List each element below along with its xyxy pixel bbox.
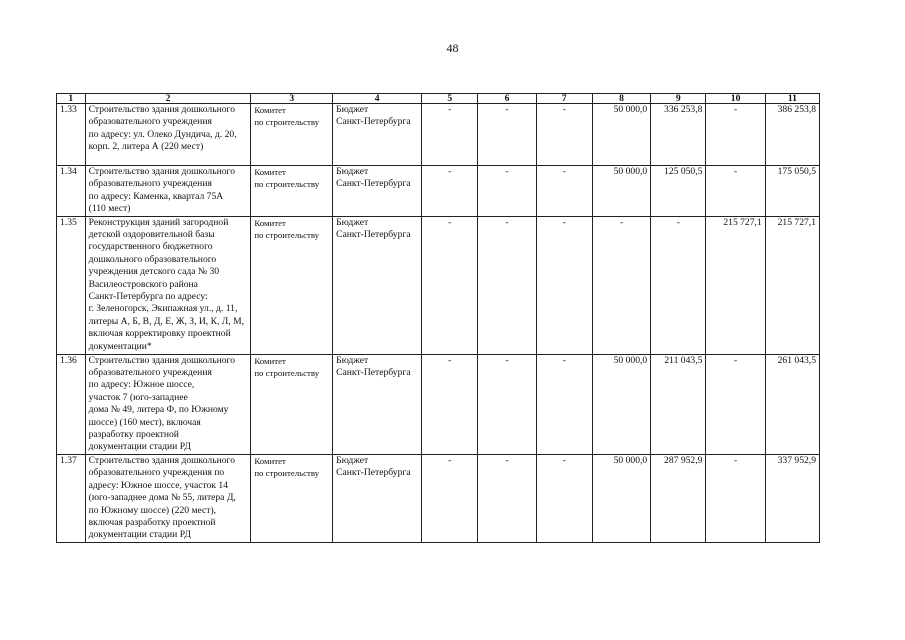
cell-col7: - (536, 216, 592, 354)
cell-col5: - (422, 166, 478, 217)
funding-source: Бюджет Санкт-Петербурга (333, 454, 422, 542)
cell-col7: - (536, 354, 592, 454)
table-row (57, 354, 820, 454)
table-header-row (57, 94, 820, 104)
cell-col9: - (651, 216, 706, 354)
column-header: 8 (592, 94, 650, 104)
executor: Комитет по строительству (251, 166, 333, 217)
cell-col7: - (536, 104, 592, 166)
column-header: 10 (706, 94, 765, 104)
cell-col6: - (478, 354, 536, 454)
executor: Комитет по строительству (251, 104, 333, 166)
cell-col7: - (536, 454, 592, 542)
cell-col8: 50 000,0 (592, 454, 650, 542)
executor: Комитет по строительству (251, 454, 333, 542)
row-index: 1.37 (57, 454, 86, 542)
cell-col11: 337 952,9 (765, 454, 819, 542)
cell-col8: 50 000,0 (592, 166, 650, 217)
object-name: Реконструкция зданий загородной детской оздоровительной базы государственного бюджетного дошкольного образовательного учреждения детского сада № 30 Василеостровского района Санкт-Петербурга по адресу: г. Зеленогорск, Экипажная ул., д. 11, литеры А, Б, В, Д, Е, Ж, З, И, К, Л, М, включая корректировку проектной документации* (85, 216, 251, 354)
cell-col9: 211 043,5 (651, 354, 706, 454)
column-header: 1 (57, 94, 86, 104)
table-row (57, 216, 820, 354)
executor: Комитет по строительству (251, 354, 333, 454)
cell-col6: - (478, 216, 536, 354)
cell-col6: - (478, 104, 536, 166)
object-name: Строительство здания дошкольного образовательного учреждения по адресу: Каменка, квартал 75А (110 мест) (85, 166, 251, 217)
column-header: 5 (422, 94, 478, 104)
cell-col8: 50 000,0 (592, 354, 650, 454)
column-header: 9 (651, 94, 706, 104)
cell-col10: - (706, 354, 765, 454)
cell-col10: 215 727,1 (706, 216, 765, 354)
cell-col11: 175 050,5 (765, 166, 819, 217)
column-header: 11 (765, 94, 819, 104)
cell-col10: - (706, 166, 765, 217)
table-row (57, 454, 820, 542)
cell-col9: 125 050,5 (651, 166, 706, 217)
cell-col10: - (706, 454, 765, 542)
cell-col9: 336 253,8 (651, 104, 706, 166)
column-header: 3 (251, 94, 333, 104)
object-name: Строительство здания дошкольного образовательного учреждения по адресу: Южное шоссе, участок 14 (юго-западнее дома № 55, литера Д, по Южному шоссе) (220 мест), включая разработку проектной документации стадии РД (85, 454, 251, 542)
funding-source: Бюджет Санкт-Петербурга (333, 166, 422, 217)
cell-col7: - (536, 166, 592, 217)
cell-col8: 50 000,0 (592, 104, 650, 166)
budget-table (56, 93, 820, 543)
object-name: Строительство здания дошкольного образовательного учреждения по адресу: ул. Олеко Дундича, д. 20, корп. 2, литера А (220 мест) (85, 104, 251, 166)
cell-col11: 386 253,8 (765, 104, 819, 166)
object-name: Строительство здания дошкольного образовательного учреждения по адресу: Южное шоссе, участок 7 (юго-западнее дома № 49, литера Ф, по Южному шоссе) (160 мест), включая разработку проектной документации стадии РД (85, 354, 251, 454)
executor: Комитет по строительству (251, 216, 333, 354)
cell-col6: - (478, 166, 536, 217)
column-header: 7 (536, 94, 592, 104)
cell-col5: - (422, 216, 478, 354)
row-index: 1.34 (57, 166, 86, 217)
cell-col9: 287 952,9 (651, 454, 706, 542)
column-header: 2 (85, 94, 251, 104)
funding-source: Бюджет Санкт-Петербурга (333, 216, 422, 354)
cell-col8: - (592, 216, 650, 354)
cell-col11: 215 727,1 (765, 216, 819, 354)
page-number: 48 (446, 41, 459, 55)
row-index: 1.35 (57, 216, 86, 354)
funding-source: Бюджет Санкт-Петербурга (333, 354, 422, 454)
column-header: 6 (478, 94, 536, 104)
cell-col11: 261 043,5 (765, 354, 819, 454)
cell-col5: - (422, 104, 478, 166)
cell-col5: - (422, 454, 478, 542)
table-row (57, 166, 820, 217)
cell-col6: - (478, 454, 536, 542)
table-row (57, 104, 820, 166)
cell-col5: - (422, 354, 478, 454)
cell-col10: - (706, 104, 765, 166)
column-header: 4 (333, 94, 422, 104)
row-index: 1.36 (57, 354, 86, 454)
funding-source: Бюджет Санкт-Петербурга (333, 104, 422, 166)
row-index: 1.33 (57, 104, 86, 166)
